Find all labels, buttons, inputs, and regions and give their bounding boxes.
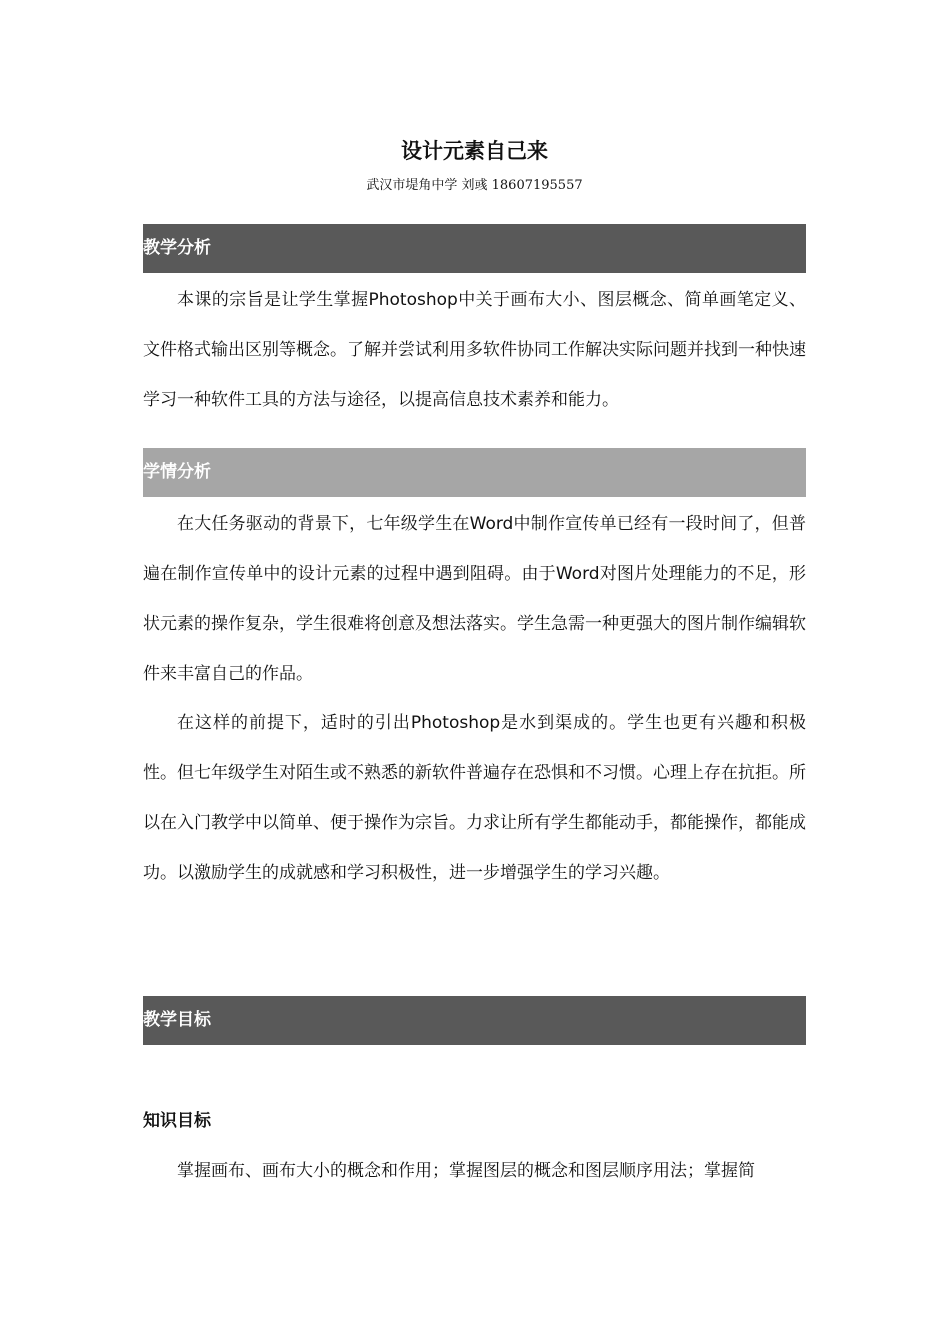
section-heading-teaching-analysis: 教学分析 (143, 224, 806, 273)
teaching-analysis-paragraph: 本课的宗旨是让学生掌握Photoshop中关于画布大小、图层概念、简单画笔定义、文件格式输出区别等概念。了解并尝试利用多软件协同工作解决实际问题并找到一种快速学习一种软件工具的方法与途径，以提高信息技术素养和能力。 (143, 290, 806, 410)
learning-analysis-paragraph-1: 在大任务驱动的背景下，七年级学生在Word中制作宣传单已经有一段时间了，但普遍在制作宣传单中的设计元素的过程中遇到阻碍。由于Word对图片处理能力的不足，形状元素的操作复杂，学生很难将创意及想法落实。学生急需一种更强大的图片制作编辑软件来丰富自己的作品。 (143, 514, 806, 684)
knowledge-goals-heading: 知识目标 (143, 1111, 211, 1131)
learning-analysis-paragraph-2: 在这样的前提下，适时的引出Photoshop是水到渠成的。学生也更有兴趣和积极性。但七年级学生对陌生或不熟悉的新软件普遍存在恐惧和不习惯。心理上存在抗拒。所以在入门教学中以简单、便于操作为宗旨。力求让所有学生都能动手，都能操作，都能成功。以激励学生的成就感和学习积极性，进一步增强学生的学习兴趣。 (143, 713, 806, 883)
document-title: 设计元素自己来 (401, 139, 548, 163)
author-line: 武汉市堤角中学 刘彧 18607195557 (366, 178, 583, 193)
knowledge-goals-paragraph: 掌握画布、画布大小的概念和作用；掌握图层的概念和图层顺序用法；掌握简 (177, 1161, 755, 1181)
section-heading-learning-analysis: 学情分析 (143, 448, 806, 497)
section-heading-teaching-goals: 教学目标 (143, 996, 806, 1045)
